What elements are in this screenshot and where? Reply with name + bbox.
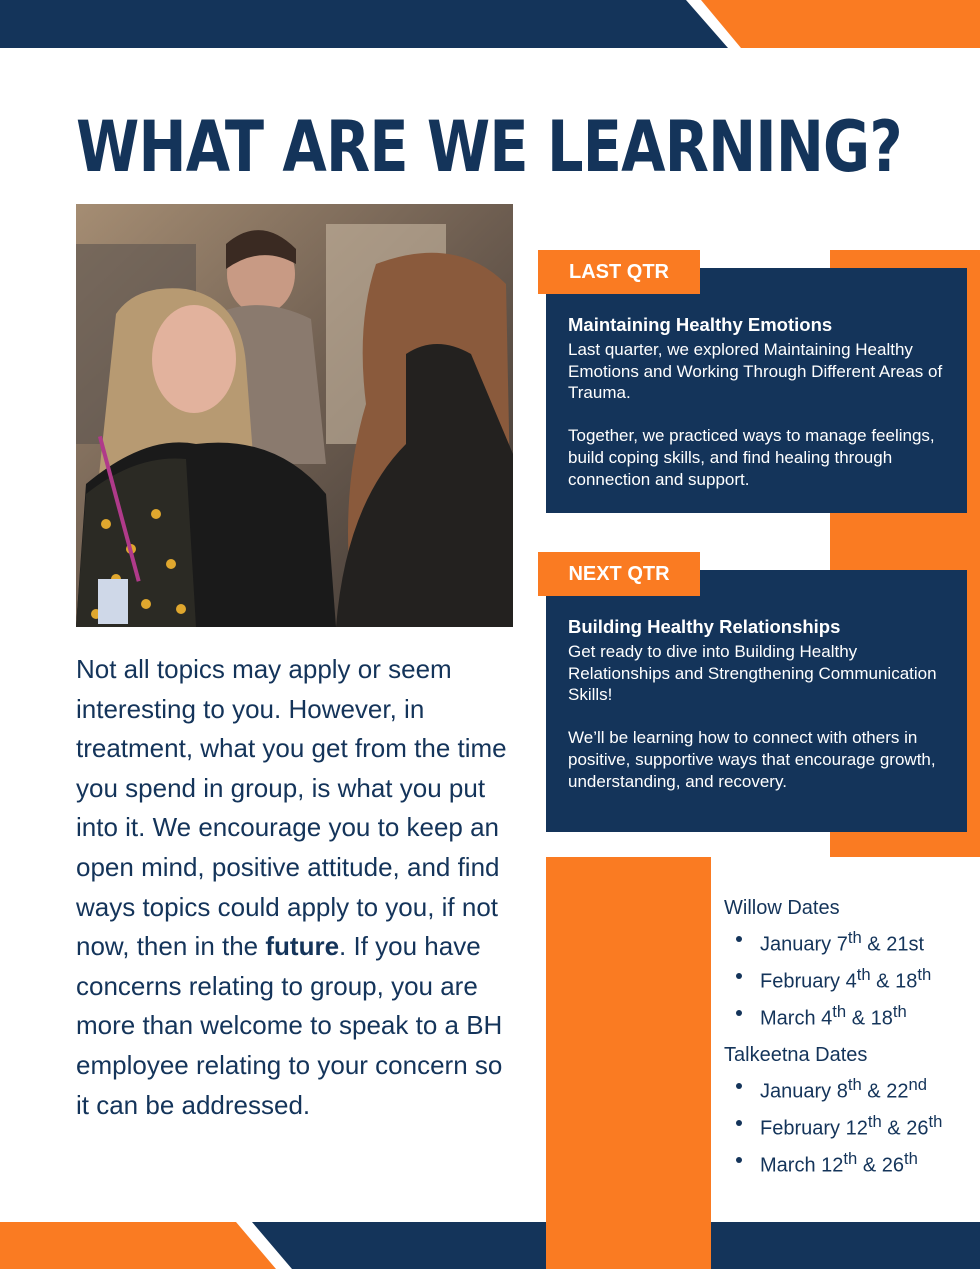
next-quarter-heading: Building Healthy Relationships <box>568 616 841 637</box>
last-quarter-tab: LAST QTR <box>538 250 700 294</box>
willow-dates-heading: Willow Dates <box>724 897 840 919</box>
body-text-start: Not all topics may apply or seem interesting to you. However, in treatment, what you get from the time you spend in group, is what you put into it. We encourage you to keep an open mind, positive attitude, and find ways topics could apply to you, if not now, then in the <box>76 654 507 962</box>
last-quarter-text-2: Together, we practiced ways to manage feelings, build coping skills, and find healing through connection and support. <box>568 426 935 489</box>
last-quarter-card <box>546 268 967 513</box>
body-text-emphasis: future <box>265 931 340 962</box>
next-quarter-text-2: We’ll be learning how to connect with others in positive, supportive ways that encourage growth, understanding, and recovery. <box>568 728 936 791</box>
next-quarter-tab: NEXT QTR <box>538 552 700 596</box>
center-orange-block <box>546 857 711 1222</box>
talkeetna-dates <box>724 1041 974 1181</box>
date-list-item: March 12th & 26th <box>760 1144 974 1181</box>
next-quarter-card <box>546 570 967 832</box>
talkeetna-dates-list <box>724 1070 974 1181</box>
body-text-end: . If you have concerns relating to group, you are more than welcome to speak to a BH employee relating to your concern so it can be addressed. <box>76 931 503 1120</box>
talkeetna-dates-heading: Talkeetna Dates <box>724 1044 868 1066</box>
date-list-item: January 8th & 22nd <box>760 1070 974 1107</box>
willow-dates <box>724 894 974 1034</box>
group-photo <box>76 204 513 627</box>
date-list-item: February 4th & 18th <box>760 960 974 997</box>
page-title: WHAT ARE WE LEARNING? <box>76 106 902 188</box>
bottom-decorative-band <box>0 1222 980 1269</box>
willow-dates-list <box>724 923 974 1034</box>
last-quarter-heading: Maintaining Healthy Emotions <box>568 314 833 335</box>
date-list-item: January 7th & 21st <box>760 923 974 960</box>
last-quarter-text-1: Last quarter, we explored Maintaining Healthy Emotions and Working Through Different Areas of Trauma. <box>568 340 943 403</box>
intro-paragraph <box>76 650 516 1125</box>
date-list-item: March 4th & 18th <box>760 997 974 1034</box>
top-decorative-band <box>0 0 980 48</box>
next-quarter-text-1: Get ready to dive into Building Healthy Relationships and Strengthening Communication Skills! <box>568 642 937 705</box>
date-list-item: February 12th & 26th <box>760 1107 974 1144</box>
